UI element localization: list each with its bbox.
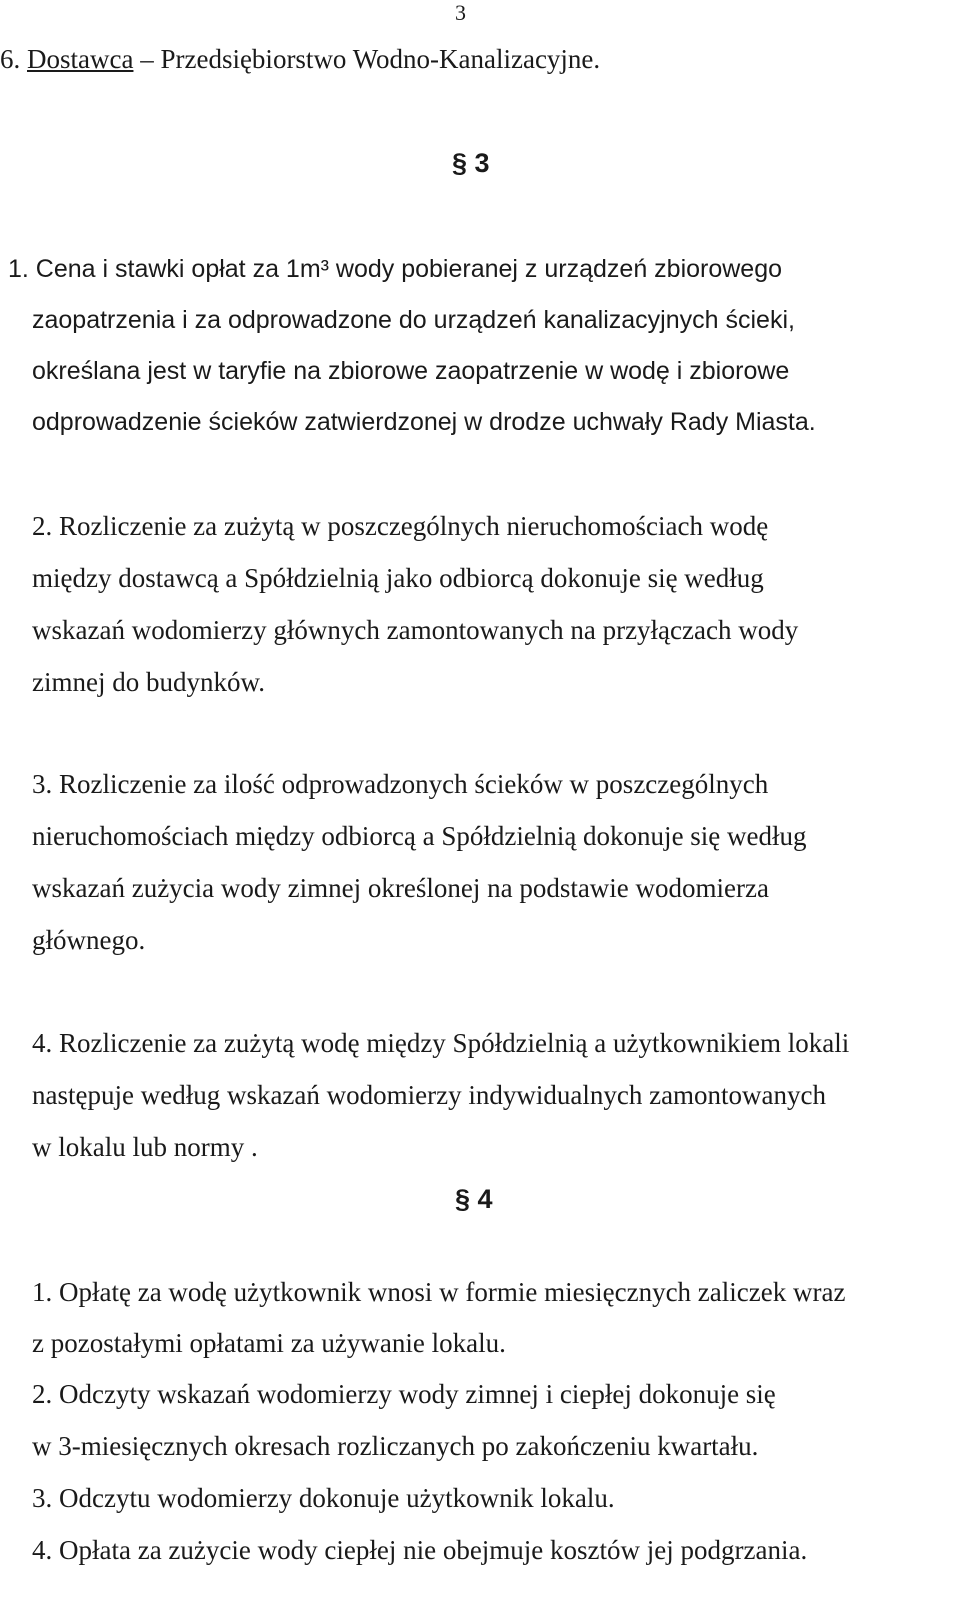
section-3-p3-line-2: nieruchomościach między odbiorcą a Spółdzielnią dokonuje się według — [32, 821, 807, 851]
section-3-p3-line-4: głównego. — [32, 925, 146, 955]
section-3-p4-line-3: w lokalu lub normy . — [32, 1132, 258, 1162]
section-3-p3-line-3: wskazań zużycia wody zimnej określonej na podstawie wodomierza — [32, 873, 769, 903]
section-3-p2-line-1: 2. Rozliczenie za zużytą w poszczególnych nieruchomościach wodę — [32, 511, 769, 541]
section-4-line-6: 4. Opłata za zużycie wody ciepłej nie obejmuje kosztów jej podgrzania. — [32, 1535, 808, 1565]
section-4-line-4: w 3-miesięcznych okresach rozliczanych po zakończeniu kwartału. — [32, 1431, 759, 1461]
item-6-rest: – Przedsiębiorstwo Wodno-Kanalizacyjne. — [133, 44, 601, 74]
section-3-p1-line-4: odprowadzenie ścieków zatwierdzonej w drodze uchwały Rady Miasta. — [32, 408, 816, 436]
section-3-heading: § 3 — [452, 148, 490, 178]
section-4-line-2: z pozostałymi opłatami za używanie lokalu. — [32, 1328, 506, 1358]
section-3-p2-line-2: między dostawcą a Spółdzielnią jako odbiorcą dokonuje się według — [32, 563, 764, 593]
section-4-line-5: 3. Odczytu wodomierzy dokonuje użytkownik lokalu. — [32, 1483, 615, 1513]
section-4-heading: § 4 — [455, 1184, 493, 1214]
section-3-p3-line-1: 3. Rozliczenie za ilość odprowadzonych ścieków w poszczególnych — [32, 769, 769, 799]
section-4-line-3: 2. Odczyty wskazań wodomierzy wody zimnej i ciepłej dokonuje się — [32, 1379, 776, 1409]
section-3-p4-line-1: 4. Rozliczenie za zużytą wodę między Spółdzielnią a użytkownikiem lokali — [32, 1028, 850, 1058]
section-3-p2-line-3: wskazań wodomierzy głównych zamontowanych na przyłączach wody — [32, 615, 799, 645]
section-3-p2-line-4: zimnej do budynków. — [32, 667, 265, 697]
section-4-line-1: 1. Opłatę za wodę użytkownik wnosi w formie miesięcznych zaliczek wraz — [32, 1277, 846, 1307]
section-3-p1-line-1: 1. Cena i stawki opłat za 1m³ wody pobieranej z urządzeń zbiorowego — [8, 255, 783, 283]
section-3-p1-line-3: określana jest w taryfie na zbiorowe zaopatrzenie w wodę i zbiorowe — [32, 357, 790, 385]
section-3-p4-line-2: następuje według wskazań wodomierzy indywidualnych zamontowanych — [32, 1080, 827, 1110]
section-3-p1-line-2: zaopatrzenia i za odprowadzone do urządzeń kanalizacyjnych ścieki, — [32, 306, 795, 334]
page-number: 3 — [455, 0, 466, 25]
item-6-number: 6. — [0, 44, 21, 74]
item-6 — [0, 42, 600, 76]
item-6-term: Dostawca — [27, 44, 134, 74]
